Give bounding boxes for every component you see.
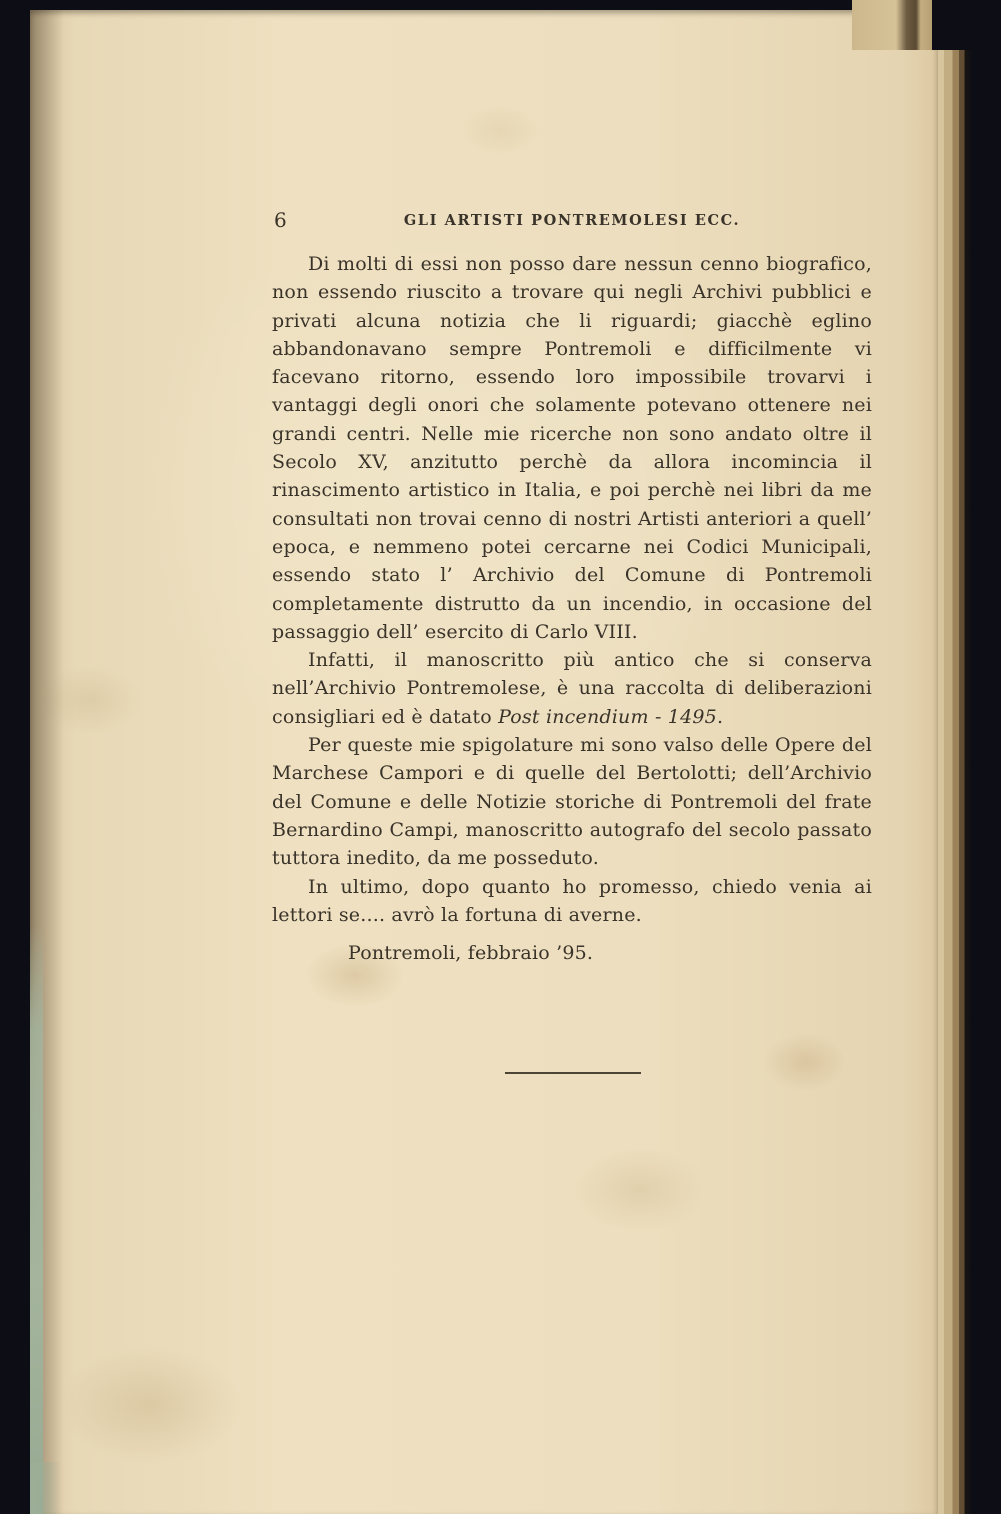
closing-rule bbox=[505, 1072, 641, 1074]
body-text bbox=[272, 250, 872, 967]
cover-edge-green-foot bbox=[30, 1462, 60, 1514]
dateline: Pontremoli, febbraio ’95. bbox=[348, 942, 594, 965]
paragraph-2 bbox=[272, 646, 872, 731]
paragraph-1: Di molti di essi non posso dare nessun cenno biografico, non essendo riuscito a trovare qui negli Archivi pubblici e privati alcuna notizia che li riguardi; giacchè eglino abbandonavano sempre Pontremoli e difficilmente vi facevano ritorno, essendo loro impossibile trovarvi i vantaggi degli onori che solamente potevano ottenere nei grandi centri. Nelle mie ricerche non sono andato oltre il Secolo XV, anzitutto perchè da allora incomincia il rinascimento artistico in Italia, e poi perchè nei libri da me consultati non trovai cenno di nostri Artisti anteriori a quell’ epoca, e nemmeno potei cercarne nei Codici Municipali, essendo stato l’ Archivio del Comune di Pontremoli completamente distrutto da un incendio, in occasione del passaggio dell’ esercito di Carlo VIII. bbox=[272, 253, 872, 643]
paragraph-4: In ultimo, dopo quanto ho promesso, chiedo venia ai lettori se.... avrò la fortuna di averne. bbox=[272, 875, 872, 926]
page-number: 6 bbox=[274, 208, 287, 232]
paragraph-2-italic: Post incendium - 1495 bbox=[498, 705, 717, 728]
page-edge-top-tab bbox=[852, 0, 932, 50]
running-header: GLI ARTISTI PONTREMOLESI ECC. bbox=[403, 212, 741, 229]
cover-edge-green bbox=[30, 925, 43, 1514]
book-page bbox=[30, 10, 940, 1514]
paragraph-2-pre: Infatti, il manoscritto più antico che si conserva nell’Archivio Pontremolese, è una raccolta di deliberazioni consigliari ed è datato bbox=[272, 649, 872, 728]
page-edges-right bbox=[938, 48, 972, 1514]
page-header bbox=[272, 208, 872, 232]
paragraph-2-post: . bbox=[716, 705, 724, 728]
paragraph-3: Per queste mie spigolature mi sono valso delle Opere del Marchese Campori e di quelle del Bertolotti; dell’Archivio del Comune e delle Notizie storiche di Pontremoli del frate Bernardino Campi, manoscritto autografo del secolo passato tuttora inedito, da me posseduto. bbox=[272, 734, 872, 870]
